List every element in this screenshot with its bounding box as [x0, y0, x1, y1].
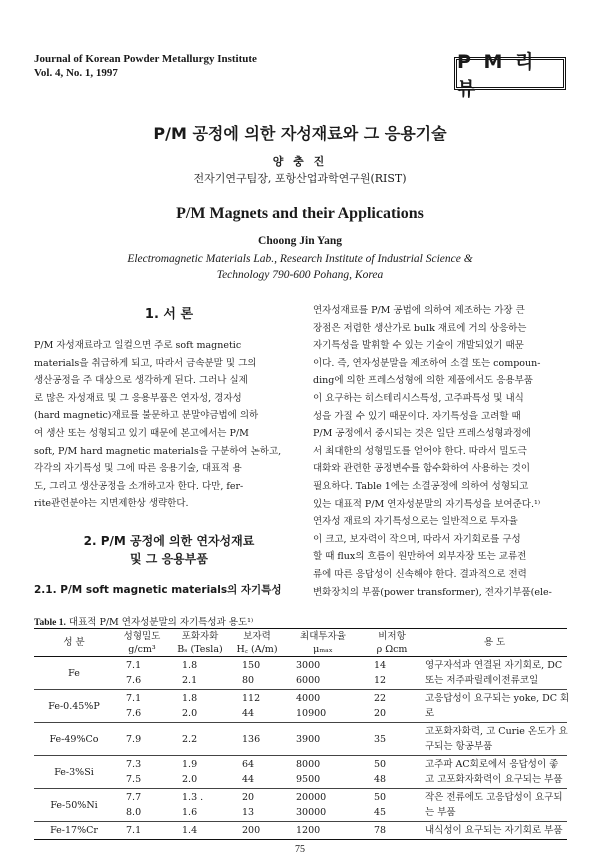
resistivity-cell	[362, 789, 422, 821]
density-cell-value: 7.7	[126, 792, 142, 803]
properties-table	[34, 628, 570, 840]
application-cell	[422, 756, 567, 788]
coercivity-cell	[230, 822, 284, 839]
coercivity-cell	[230, 657, 284, 689]
application-cell	[422, 690, 570, 722]
journal-volume: Vol. 4, No. 1, 1997	[34, 67, 118, 79]
affiliation-english-line: Electromagnetic Materials Lab., Research Institute of Industrial Science &	[127, 253, 473, 265]
header-bottom: μₘₐₓ	[313, 643, 333, 655]
coercivity-cell-value: 44	[242, 774, 255, 785]
permeability-cell	[284, 690, 362, 722]
page-number: 75	[295, 844, 305, 855]
coercivity-cell-value: 13	[242, 807, 255, 818]
text-line: 이 크고, 보자력이 작으며, 따라서 자기회로를 구성	[313, 533, 521, 545]
saturation-cell-value: 1.8	[182, 693, 198, 704]
application-cell	[422, 723, 567, 755]
permeability-cell	[284, 657, 362, 689]
application-cell-value: 구되는 항공부품	[425, 741, 493, 752]
coercivity-cell-value: 150	[242, 660, 261, 671]
text-line: 생산공정을 주 대상으로 생각하게 된다. 그러나 실제	[34, 375, 248, 387]
application-cell-value: 작은 전류에도 고응답성이 요구되	[425, 792, 563, 803]
saturation-cell	[170, 822, 230, 839]
table-caption-text: 대표적 P/M 연자성분말의 자기특성과 용도¹⁾	[68, 617, 254, 628]
text-line: 성을 가질 수 있기 때문이다. 자기특성을 고려할 때	[313, 410, 521, 422]
material-cell	[34, 690, 114, 722]
saturation-cell	[170, 789, 230, 821]
text-line: 도, 그리고 생산공정을 소개하고자 한다. 다만, fer-	[34, 480, 244, 492]
header-cell	[170, 629, 230, 656]
permeability-cell-value: 4000	[296, 693, 321, 704]
resistivity-cell	[362, 723, 422, 755]
material-cell-value: Fe	[68, 667, 80, 679]
text-line: 로 많은 자성재료 및 그 응용부품은 연자성, 경자성	[34, 392, 242, 404]
saturation-cell-value: 1.4	[182, 825, 198, 836]
header-cell	[362, 629, 422, 656]
permeability-cell-value: 3900	[296, 733, 321, 745]
density-cell-value: 7.3	[126, 759, 142, 770]
application-cell	[422, 822, 567, 839]
density-cell	[114, 657, 170, 689]
journal-name: Journal of Korean Powder Metallurgy Institute	[34, 53, 257, 65]
density-cell-value: 7.1	[126, 660, 142, 671]
permeability-cell	[284, 789, 362, 821]
saturation-cell-value: 2.0	[182, 708, 198, 719]
header-top: 보자력	[243, 630, 271, 642]
header-cell	[34, 629, 114, 656]
header-bottom: H꜀ (A/m)	[236, 643, 278, 655]
table-row	[34, 789, 567, 822]
text-line: 필요하다. Table 1에는 소결공정에 의하여 성형되고	[313, 480, 529, 492]
coercivity-cell	[230, 723, 284, 755]
text-line: 이 요구하는 히스테리시스특성, 고주파특성 및 내식	[313, 392, 524, 404]
section-2-1-heading: 2.1. P/M soft magnetic materials의 자기특성	[34, 584, 282, 596]
author-english: Choong Jin Yang	[258, 235, 342, 247]
saturation-cell-value: 2.2	[182, 733, 198, 745]
resistivity-cell-value: 12	[374, 675, 387, 686]
saturation-cell-value: 1.6	[182, 807, 198, 818]
section-2-heading-line: 2. P/M 공정에 의한 연자성재료	[83, 534, 255, 548]
title-english: P/M Magnets and their Applications	[176, 205, 424, 222]
saturation-cell-value: 1.8	[182, 660, 198, 671]
saturation-cell	[170, 756, 230, 788]
coercivity-cell-value: 44	[242, 708, 255, 719]
permeability-cell	[284, 756, 362, 788]
permeability-cell	[284, 723, 362, 755]
saturation-cell	[170, 690, 230, 722]
application-cell-value: 로	[425, 708, 435, 719]
left-column-body	[34, 337, 304, 513]
saturation-cell-value: 2.1	[182, 675, 198, 686]
affiliation-korean: 전자기연구팀장, 포항산업과학연구원(RIST)	[193, 172, 407, 185]
text-line: 이다. 즉, 연자성분말을 제조하여 소결 또는 compoun-	[313, 357, 541, 369]
header-top: 용 도	[483, 637, 506, 648]
text-line: 연자성 재료의 자기특성으로는 일반적으로 투자율	[313, 516, 518, 528]
table-row	[34, 657, 567, 690]
density-cell-value: 7.5	[126, 774, 142, 785]
density-cell-value: 8.0	[126, 807, 142, 818]
permeability-cell	[284, 822, 362, 839]
permeability-cell-value: 10900	[296, 708, 327, 719]
saturation-cell-value: 1.9	[182, 759, 198, 770]
coercivity-cell-value: 112	[242, 693, 261, 704]
material-cell	[34, 822, 114, 839]
text-line: materials을 취급하게 되고, 따라서 금속분말 및 그의	[34, 357, 257, 369]
permeability-cell-value: 30000	[296, 807, 327, 818]
text-line: 여 생산 또는 성형되고 있기 때문에 본고에서는 P/M	[34, 427, 249, 439]
material-cell-value: Fe-3%Si	[54, 766, 94, 778]
header-cell	[230, 629, 284, 656]
application-cell	[422, 789, 567, 821]
resistivity-cell-value: 14	[374, 660, 387, 671]
header-bottom: Bₛ (Tesla)	[177, 643, 223, 655]
coercivity-cell	[230, 789, 284, 821]
header-top: 성 분	[63, 637, 85, 648]
resistivity-cell-value: 48	[374, 774, 387, 785]
text-line: 각각의 자기특성 및 그에 따른 응용기술, 대표적 용	[34, 463, 242, 475]
permeability-cell-value: 3000	[296, 660, 321, 671]
material-cell	[34, 756, 114, 788]
text-line: 장점은 저렴한 생산가로 bulk 재료에 거의 상응하는	[313, 322, 527, 334]
text-line: 연자성재료를 P/M 공법에 의하여 제조하는 가장 큰	[313, 305, 525, 316]
application-cell-value: 또는 저주파릴레이전류코일	[425, 675, 539, 686]
material-cell-value: Fe-50%Ni	[50, 799, 98, 811]
density-cell	[114, 789, 170, 821]
section-1-heading: 1. 서 론	[144, 307, 194, 322]
table-row	[34, 723, 567, 756]
density-cell-value: 7.1	[126, 693, 142, 704]
coercivity-cell-value: 136	[242, 733, 261, 745]
header-top: 포화자화	[181, 630, 219, 642]
density-cell	[114, 690, 170, 722]
text-line: 류에 따른 응답성이 신속해야 한다. 결과적으로 전력	[313, 568, 527, 580]
affiliation-english	[0, 251, 600, 283]
coercivity-cell	[230, 690, 284, 722]
resistivity-cell-value: 78	[374, 825, 387, 836]
permeability-cell-value: 6000	[296, 675, 321, 686]
header-cell	[422, 629, 567, 656]
application-cell	[422, 657, 567, 689]
material-cell-value: Fe-17%Cr	[50, 825, 98, 836]
section-2-heading-line: 및 그 응용부품	[130, 552, 208, 566]
text-line: P/M 자성재료라고 일컬으면 주로 soft magnetic	[34, 340, 242, 351]
section-2-heading	[34, 532, 304, 568]
saturation-cell	[170, 657, 230, 689]
coercivity-cell-value: 20	[242, 792, 255, 803]
table-row	[34, 756, 567, 789]
table-header-row	[34, 629, 567, 657]
text-line: P/M 공정에서 중시되는 것은 일단 프레스성형과정에	[313, 428, 531, 440]
header-cell	[284, 629, 362, 656]
journal-header	[34, 52, 257, 80]
coercivity-cell-value: 80	[242, 675, 255, 686]
title-korean: P/M 공정에 의한 자성재료와 그 응용기술	[153, 124, 447, 143]
density-cell	[114, 723, 170, 755]
density-cell-value: 7.9	[126, 733, 142, 745]
table-row	[34, 822, 567, 839]
material-cell	[34, 789, 114, 821]
resistivity-cell-value: 50	[374, 759, 387, 770]
coercivity-cell-value: 200	[242, 825, 261, 836]
text-line: rite관련분야는 지면제한상 생략한다.	[34, 498, 189, 510]
text-line: soft, P/M hard magnetic materials을 구분하여 논하고,	[34, 445, 282, 457]
author-korean: 양 충 진	[272, 155, 328, 168]
permeability-cell-value: 8000	[296, 759, 321, 770]
text-line: 대화와 관련한 공정변수를 함수화하여 사용하는 것이	[313, 463, 530, 475]
material-cell	[34, 723, 114, 755]
saturation-cell	[170, 723, 230, 755]
header-top: 비저항	[378, 630, 406, 642]
header-bottom: ρ Ωcm	[376, 643, 408, 655]
permeability-cell-value: 9500	[296, 774, 321, 785]
permeability-cell-value: 20000	[296, 792, 327, 803]
header-top: 성형밀도	[123, 630, 161, 642]
table-caption-label: Table 1.	[34, 618, 66, 628]
resistivity-cell	[362, 657, 422, 689]
resistivity-cell	[362, 756, 422, 788]
density-cell	[114, 756, 170, 788]
application-cell-value: 고주파 AC회로에서 응답성이 좋	[425, 759, 559, 770]
affiliation-english-line: Technology 790-600 Pohang, Korea	[216, 269, 384, 281]
resistivity-cell-value: 45	[374, 807, 387, 818]
header-bottom: g/cm³	[128, 643, 156, 655]
density-cell-value: 7.1	[126, 825, 142, 836]
text-line: 있는 대표적 P/M 연자성분말의 자기특성을 보여준다.¹⁾	[313, 498, 541, 510]
table-caption	[34, 614, 253, 628]
density-cell	[114, 822, 170, 839]
resistivity-cell	[362, 822, 422, 839]
application-cell-value: 고포화자화력, 고 Curie 온도가 요	[425, 726, 568, 737]
permeability-cell-value: 1200	[296, 825, 321, 836]
saturation-cell-value: 2.0	[182, 774, 198, 785]
header-cell	[114, 629, 170, 656]
material-cell-value: Fe-49%Co	[49, 733, 99, 745]
section-label-box: P M 리 뷰	[454, 57, 566, 90]
coercivity-cell	[230, 756, 284, 788]
coercivity-cell-value: 64	[242, 759, 255, 770]
text-line: 할 때 flux의 흐름이 원만하여 외부자장 또는 교류전	[313, 551, 527, 563]
saturation-cell-value: 1.3 .	[182, 792, 204, 803]
table-body	[34, 657, 570, 839]
application-cell-value: 는 부품	[425, 807, 456, 818]
application-cell-value: 고응답성이 요구되는 yoke, DC 회	[425, 693, 570, 704]
text-line: 자기특성을 발휘할 수 있는 기술이 개발되었기 때문	[313, 340, 524, 352]
text-line: ding에 의한 프레스성형에 의한 제품에서도 응용부품	[313, 375, 533, 387]
application-cell-value: 내식성이 요구되는 자기회로 부품	[425, 825, 563, 836]
text-line: 서 최대한의 성형밀도를 얻어야 한다. 따라서 밀도극	[313, 445, 527, 457]
application-cell-value: 고 고포화자화력이 요구되는 부품	[425, 774, 563, 785]
resistivity-cell-value: 22	[374, 693, 387, 704]
header-top: 최대투자율	[300, 630, 346, 642]
resistivity-cell-value: 50	[374, 792, 387, 803]
material-cell-value: Fe-0.45%P	[48, 700, 100, 712]
density-cell-value: 7.6	[126, 708, 142, 719]
density-cell-value: 7.6	[126, 675, 142, 686]
right-column-body	[313, 302, 567, 601]
material-cell	[34, 657, 114, 689]
table-row	[34, 690, 570, 723]
text-line: (hard magnetic)재료를 불문하고 분말야금법에 의하	[34, 410, 259, 422]
application-cell-value: 영구자석과 연결된 자기회로, DC	[425, 660, 563, 671]
resistivity-cell	[362, 690, 422, 722]
resistivity-cell-value: 20	[374, 708, 387, 719]
text-line: 변화장치의 부품(power transformer), 전자기부품(ele-	[313, 586, 552, 598]
resistivity-cell-value: 35	[374, 733, 387, 745]
